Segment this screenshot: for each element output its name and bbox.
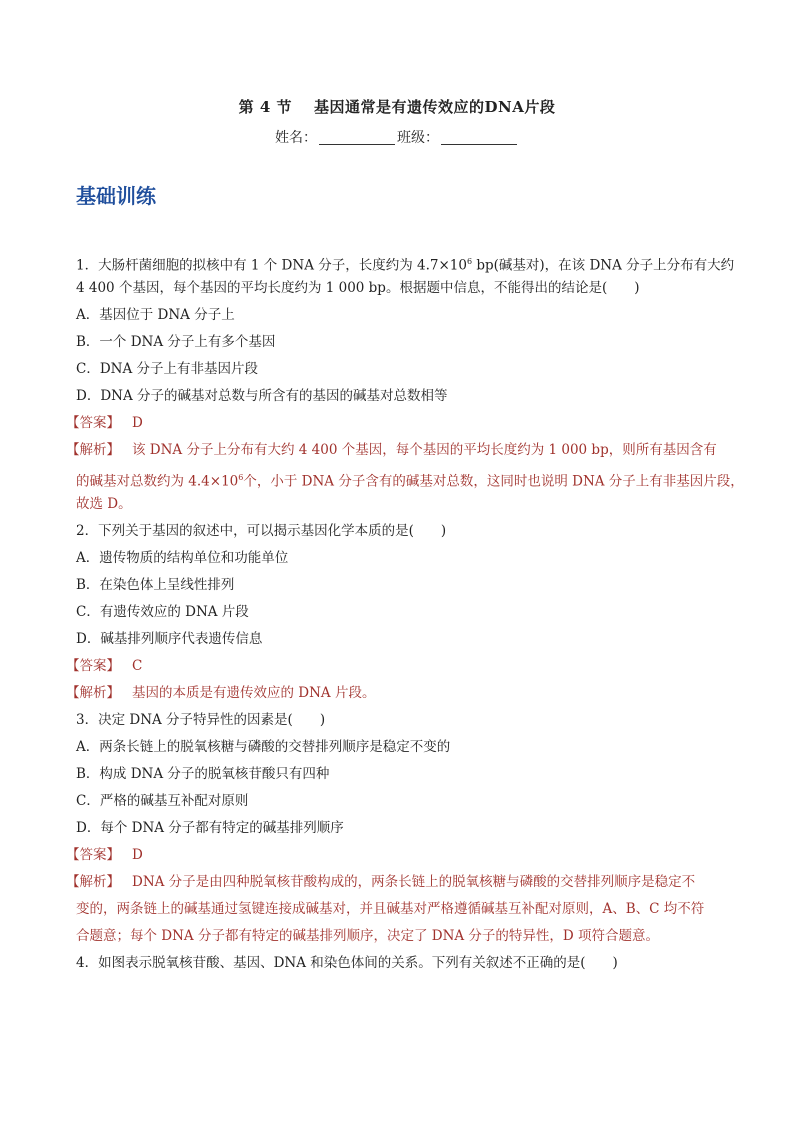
q3-analysis-line2: 变的，两条链上的碱基通过氢键连接成碱基对，并且碱基对严格遵循碱基互补配对原则，A、B、C 均不符 — [76, 901, 705, 917]
q3-option-d: D．每个 DNA 分子都有特定的碱基排列顺序 — [76, 820, 344, 836]
class-label: 班级： — [397, 130, 439, 146]
answer-value: D — [132, 415, 143, 431]
q2-option-b: B．在染色体上呈线性排列 — [76, 577, 235, 593]
answer-value: D — [132, 847, 143, 863]
q2-option-c: C．有遗传效应的 DNA 片段 — [76, 604, 249, 620]
q2-answer — [66, 653, 726, 680]
name-label: 姓名： — [275, 130, 317, 146]
analysis-tag: 【解析】 — [66, 685, 120, 701]
section-number: 第 4 节 — [238, 98, 293, 116]
page-title — [0, 96, 794, 117]
question-list — [66, 248, 744, 977]
answer-tag: 【答案】 — [66, 658, 120, 674]
q3-stem: 3．决定 DNA 分子特异性的因素是( ) — [76, 712, 326, 728]
q3-analysis-line3: 合题意；每个 DNA 分子都有特定的碱基排列顺序，决定了 DNA 分子的特异性，D 项符合题意。 — [76, 928, 660, 944]
q1-analysis-line3: 故选 D。 — [76, 496, 132, 512]
q1-option-c: C．DNA 分子上有非基因片段 — [76, 361, 259, 377]
q4-stem: 4．如图表示脱氧核苷酸、基因、DNA 和染色体间的关系。下列有关叙述不正确的是( ) — [76, 955, 618, 971]
q2-analysis: 【解析】 基因的本质是有遗传效应的 DNA 片段。 — [66, 685, 376, 701]
q1-stem-line1: 1．大肠杆菌细胞的拟核中有 1 个 DNA 分子，长度约为 $4.7\times 10^6$ bp(碱基对)，在该 DNA 分子上分布有大约 — [76, 257, 735, 274]
name-blank[interactable] — [319, 130, 395, 145]
answer-tag: 【答案】 — [66, 415, 120, 431]
q3-option-a: A．两条长链上的脱氧核糖与磷酸的交替排列顺序是稳定不变的 — [76, 739, 451, 755]
q1-analysis-line1: 【解析】 该 DNA 分子上分布有大约 4 400 个基因，每个基因的平均长度约为 1 000 bp，则所有基因含有 — [66, 442, 717, 458]
student-info-line — [0, 127, 794, 147]
answer-value: C — [132, 658, 143, 674]
q3-option-c: C．严格的碱基互补配对原则 — [76, 793, 249, 809]
q1-option-a: A．基因位于 DNA 分子上 — [76, 307, 235, 323]
q1-stem-line2: 4 400 个基因，每个基因的平均长度约为 1 000 bp。根据题中信息，不能得出的结论是( ) — [76, 280, 640, 296]
q2-option-a: A．遗传物质的结构单位和功能单位 — [76, 550, 289, 566]
q3-analysis-line1: 【解析】 DNA 分子是由四种脱氧核苷酸构成的，两条长链上的脱氧核糖与磷酸的交替排列顺序是稳定不 — [66, 874, 696, 890]
answer-tag: 【答案】 — [66, 847, 120, 863]
q2-stem: 2．下列关于基因的叙述中，可以揭示基因化学本质的是( ) — [76, 523, 447, 539]
section-title: 基因通常是有遗传效应的DNA片段 — [314, 98, 556, 116]
q2-option-d: D．碱基排列顺序代表遗传信息 — [76, 631, 263, 647]
class-blank[interactable] — [441, 130, 517, 145]
q1-option-b: B．一个 DNA 分子上有多个基因 — [76, 334, 276, 350]
q3-option-b: B．构成 DNA 分子的脱氧核苷酸只有四种 — [76, 766, 330, 782]
q3-answer — [66, 842, 726, 869]
q1-answer — [66, 410, 726, 437]
analysis-tag: 【解析】 — [66, 874, 120, 890]
q1-analysis-line2: 的碱基对总数约为 $4.4\times 10^6$个，小于 DNA 分子含有的碱基对总数，这同时也说明 DNA 分子上有非基因片段， — [76, 473, 744, 490]
section-heading: 基础训练 — [76, 184, 156, 208]
analysis-tag: 【解析】 — [66, 442, 120, 458]
q1-option-d: D．DNA 分子的碱基对总数与所含有的基因的碱基对总数相等 — [76, 388, 448, 404]
